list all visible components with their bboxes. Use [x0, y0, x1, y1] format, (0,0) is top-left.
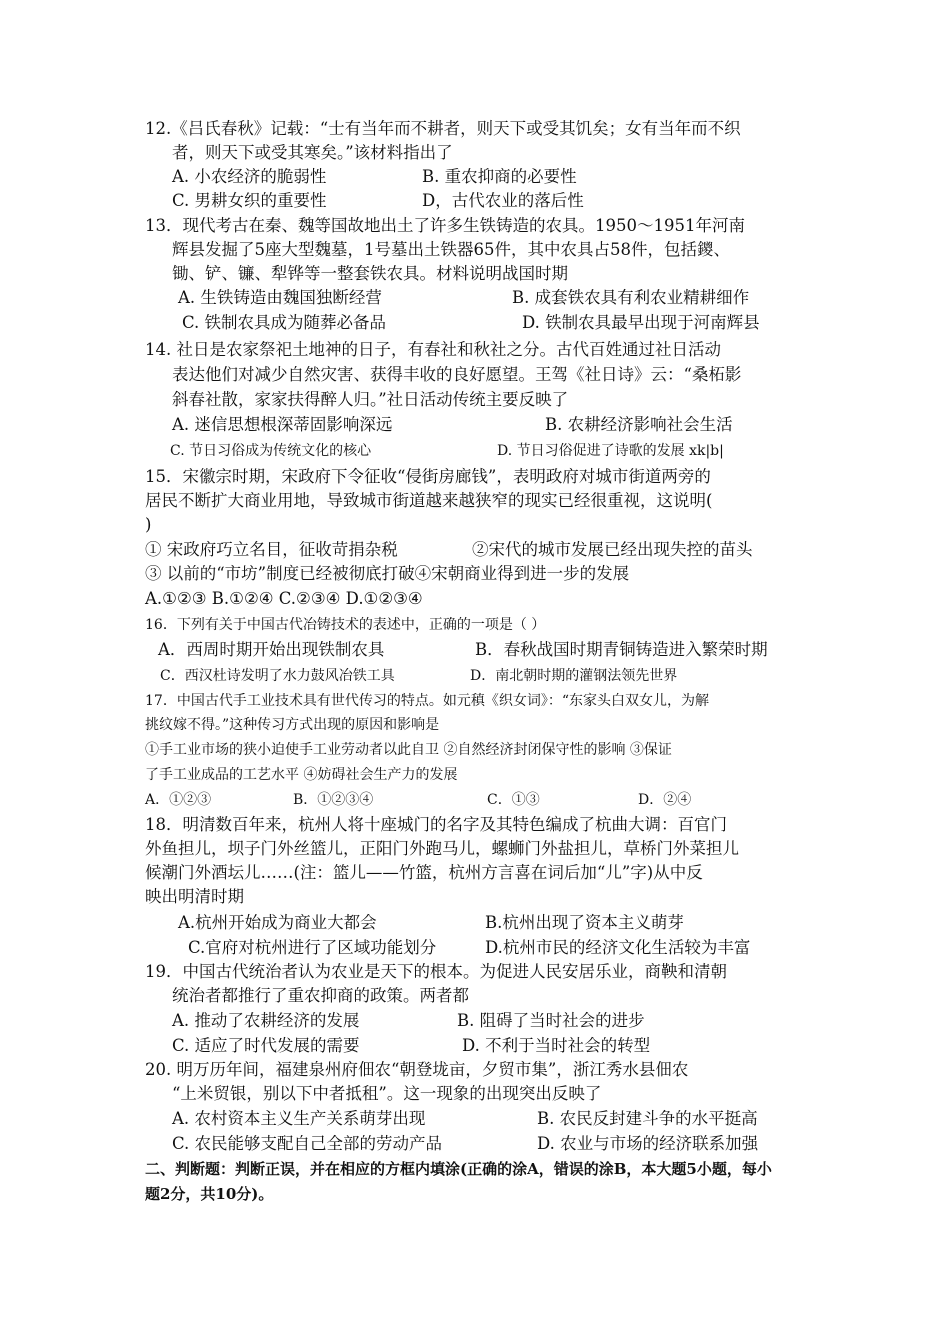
text-line: C. 铁制农具成为随葬必备品	[182, 313, 387, 332]
text-line: A. 迷信思想根深蒂固影响深远	[172, 415, 393, 434]
text-line: D，古代农业的落后性	[422, 191, 584, 210]
text-line: B．①②③④	[293, 792, 374, 808]
text-line: D．②④	[638, 792, 692, 808]
text-line: 12.《吕氏春秋》记载：“士有当年而不耕者，则天下或受其饥矣；女有当年而不织	[145, 119, 741, 138]
text-line: B.杭州出现了资本主义萌芽	[485, 913, 684, 932]
text-line: 锄、铲、镰、犁铧等一整套铁农具。材料说明战国时期	[172, 264, 568, 283]
text-line: C. 节日习俗成为传统文化的核心	[170, 443, 372, 459]
text-line: A.杭州开始成为商业大都会	[178, 913, 377, 932]
text-line: 19．中国古代统治者认为农业是天下的根本。为促进人民安居乐业，商鞅和清朝	[145, 962, 727, 981]
text-line: ①手工业市场的狭小迫使手工业劳动者以此自卫 ②自然经济封闭保守性的影响 ③保证	[145, 742, 672, 758]
text-line: 辉县发掘了5座大型魏墓，1号墓出土铁器65件，其中农具占58件，包括鑁、	[172, 240, 730, 259]
text-line: 斜春社散，家家扶得醉人归。”社日活动传统主要反映了	[172, 390, 569, 409]
text-line: B. 成套铁农具有利农业精耕细作	[512, 288, 750, 307]
text-line: C.官府对杭州进行了区域功能划分	[188, 938, 437, 957]
text-line: 候潮门外酒坛儿……(注：篮儿——竹篮，杭州方言喜在词后加“儿”字)从中反	[145, 863, 703, 882]
text-line: 16．下列有关于中国古代冶铸技术的表述中，正确的一项是（ ）	[145, 617, 546, 633]
text-line: 题2分，共10分)。	[145, 1185, 274, 1203]
text-line: B．春秋战国时期青铜铸造进入繁荣时期	[475, 640, 768, 659]
text-line: 15．宋徽宗时期，宋政府下令征收“侵街房廊钱”，表明政府对城市街道两旁的	[145, 467, 711, 486]
text-line: D.杭州市民的经济文化生活较为丰富	[485, 938, 751, 957]
text-line: ① 宋政府巧立名目，征收苛捐杂税	[145, 540, 398, 559]
text-line: 18．明清数百年来，杭州人将十座城门的名字及其特色编成了杭曲大调：百官门	[145, 815, 727, 834]
text-line: B. 农耕经济影响社会生活	[545, 415, 733, 434]
text-line: )	[145, 515, 152, 534]
text-line: D. 农业与市场的经济联系加强	[537, 1134, 759, 1153]
text-line: 了手工业成品的工艺水平 ④妨碍社会生产力的发展	[145, 767, 458, 783]
text-line: A. 推动了农耕经济的发展	[172, 1011, 360, 1030]
text-line: 外鱼担儿，坝子门外丝篮儿，正阳门外跑马儿，螺蛳门外盐担儿，草桥门外菜担儿	[145, 839, 739, 858]
text-line: 者，则天下或受其寒矣。”该材料指出了	[172, 143, 453, 162]
text-line: 17．中国古代手工业技术具有世代传习的特点。如元稹《织女词》：“东家头白双女儿，为解	[145, 693, 709, 709]
text-line: ③ 以前的“市坊”制度已经被彻底打破④宋朝商业得到进一步的发展	[145, 564, 630, 583]
text-line: B. 重农抑商的必要性	[422, 167, 577, 186]
text-line: A. 农村资本主义生产关系萌芽出现	[172, 1109, 426, 1128]
text-line: C. 农民能够支配自己全部的劳动产品	[172, 1134, 443, 1153]
text-line: 二、判断题：判断正误，并在相应的方框内填涂(正确的涂A，错误的涂B，本大题5小题，每小	[145, 1160, 772, 1178]
text-line: A.①②③ B.①②④ C.②③④ D.①②③④	[145, 589, 423, 608]
text-line: 挑纹嫁不得。”这种传习方式出现的原因和影响是	[145, 717, 440, 733]
text-line: D. 节日习俗促进了诗歌的发展 xk|b|	[497, 443, 724, 459]
text-line: A. 小农经济的脆弱性	[172, 167, 327, 186]
text-line: 统治者都推行了重农抑商的政策。两者都	[172, 986, 469, 1005]
text-line: 20. 明万历年间，福建泉州府佃农“朝登垅亩，夕贸市集”，浙江秀水县佃农	[145, 1060, 689, 1079]
text-line: C．①③	[487, 792, 540, 808]
text-line: 居民不断扩大商业用地，导致城市街道越来越狭窄的现实已经很重视，这说明(	[145, 491, 713, 510]
text-line: D. 不利于当时社会的转型	[462, 1036, 651, 1055]
text-line: B. 阻碍了当时社会的进步	[457, 1011, 645, 1030]
text-line: C. 男耕女织的重要性	[172, 191, 327, 210]
text-line: ②宋代的城市发展已经出现失控的苗头	[472, 540, 753, 559]
text-line: B. 农民反封建斗争的水平挺高	[537, 1109, 758, 1128]
text-line: “上米贸银，别以下中者抵租”。这一现象的出现突出反映了	[172, 1084, 602, 1103]
text-line: C. 适应了时代发展的需要	[172, 1036, 360, 1055]
text-line: 映出明清时期	[145, 887, 244, 906]
text-line: C．西汉杜诗发明了水力鼓风冶铁工具	[160, 668, 395, 684]
text-line: 表达他们对减少自然灾害、获得丰收的良好愿望。王驾《社日诗》云：“桑柘影	[172, 365, 742, 384]
text-line: A．①②③	[145, 792, 212, 808]
text-line: A. 生铁铸造由魏国独断经营	[178, 288, 382, 307]
text-line: D. 铁制农具最早出现于河南辉县	[522, 313, 760, 332]
text-line: 13．现代考古在秦、魏等国故地出土了许多生铁铸造的农具。1950～1951年河南	[145, 216, 745, 235]
text-line: D．南北朝时期的灌钢法领先世界	[470, 668, 678, 684]
text-line: 14. 社日是农家祭祀土地神的日子，有春社和秋社之分。古代百姓通过社日活动	[145, 340, 721, 359]
text-line: A．西周时期开始出现铁制农具	[158, 640, 385, 659]
